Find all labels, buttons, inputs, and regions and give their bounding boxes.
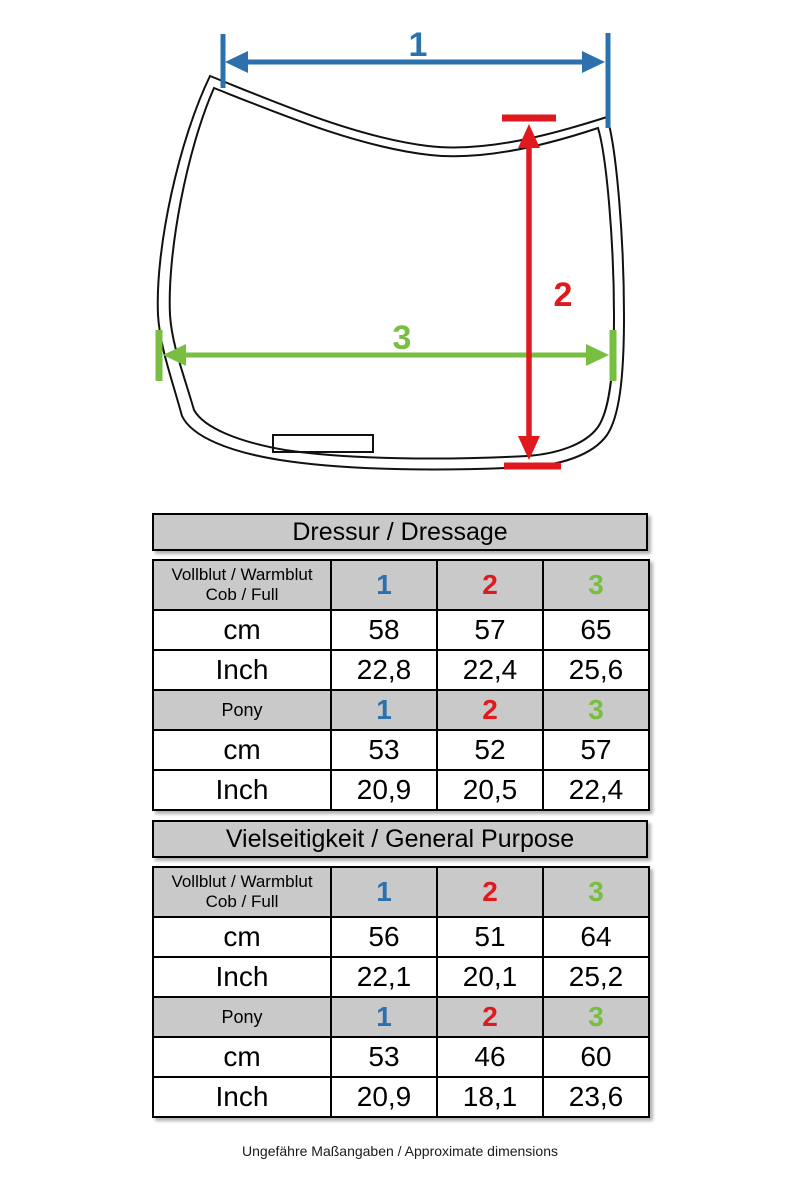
table-row-pony-inch — [153, 770, 649, 810]
value-cell: 25,2 — [543, 957, 649, 997]
value-cell: 53 — [331, 1037, 437, 1077]
measure-2-arrow — [502, 118, 572, 466]
table-row-horse-cm — [153, 917, 649, 957]
measure-2-label: 2 — [553, 276, 573, 314]
saddle-pad-outline — [158, 76, 624, 469]
unit-label-inch: Inch — [153, 650, 331, 690]
measure-1-arrow — [223, 26, 608, 128]
measure-3-header-cell: 3 — [543, 560, 649, 610]
value-cell: 22,1 — [331, 957, 437, 997]
pony-group-label: Pony — [153, 997, 331, 1037]
size-group-label — [153, 560, 331, 610]
pad-outer-edge — [158, 76, 624, 469]
measure-3-arrowhead-right — [586, 344, 609, 366]
table-row-pony-cm — [153, 730, 649, 770]
measure-1-arrowhead-right — [582, 51, 605, 73]
value-cell: 20,1 — [437, 957, 543, 997]
approximate-dimensions-note: Ungefähre Maßangaben / Approximate dimensions — [242, 1143, 558, 1159]
value-cell: 57 — [543, 730, 649, 770]
table-row-pony-cm — [153, 1037, 649, 1077]
general-purpose-size-table — [152, 866, 650, 1118]
unit-label-cm: cm — [153, 917, 331, 957]
unit-label-inch: Inch — [153, 1077, 331, 1117]
value-cell: 20,9 — [331, 770, 437, 810]
value-cell: 51 — [437, 917, 543, 957]
table-row-horse-cm — [153, 610, 649, 650]
measure-2-header-cell: 2 — [437, 690, 543, 730]
general-purpose-table-title: Vielseitigkeit / General Purpose — [152, 820, 648, 858]
value-cell: 20,9 — [331, 1077, 437, 1117]
unit-label-cm: cm — [153, 1037, 331, 1077]
table-row-horse-inch — [153, 650, 649, 690]
value-cell: 22,8 — [331, 650, 437, 690]
value-cell: 52 — [437, 730, 543, 770]
value-cell: 56 — [331, 917, 437, 957]
size-group-line2: Cob / Full — [205, 892, 279, 911]
size-group-line1: Vollblut / Warmblut — [171, 871, 313, 891]
dressage-table-title: Dressur / Dressage — [152, 513, 648, 551]
measure-1-header-cell: 1 — [331, 997, 437, 1037]
value-cell: 60 — [543, 1037, 649, 1077]
measure-3-arrow — [159, 319, 613, 381]
unit-label-cm: cm — [153, 610, 331, 650]
measure-1-arrowhead-left — [225, 51, 248, 73]
table-row-horse-inch — [153, 957, 649, 997]
size-group-line1: Vollblut / Warmblut — [171, 564, 313, 584]
measure-1-header-cell: 1 — [331, 690, 437, 730]
measure-2-header-cell: 2 — [437, 560, 543, 610]
table-row-horse-header — [153, 560, 649, 610]
value-cell: 23,6 — [543, 1077, 649, 1117]
measure-1-label: 1 — [408, 26, 428, 64]
value-cell: 18,1 — [437, 1077, 543, 1117]
value-cell: 46 — [437, 1037, 543, 1077]
value-cell: 64 — [543, 917, 649, 957]
measure-1-header-cell: 1 — [331, 867, 437, 917]
measure-3-header-cell: 3 — [543, 690, 649, 730]
unit-label-cm: cm — [153, 730, 331, 770]
value-cell: 25,6 — [543, 650, 649, 690]
size-group-line2: Cob / Full — [205, 585, 279, 604]
measure-2-header-cell: 2 — [437, 867, 543, 917]
table-row-pony-inch — [153, 1077, 649, 1117]
pad-inner-edge — [170, 88, 614, 458]
table-row-pony-header — [153, 690, 649, 730]
value-cell: 53 — [331, 730, 437, 770]
value-cell: 22,4 — [543, 770, 649, 810]
value-cell: 58 — [331, 610, 437, 650]
measure-3-header-cell: 3 — [543, 867, 649, 917]
value-cell: 65 — [543, 610, 649, 650]
measure-2-header-cell: 2 — [437, 997, 543, 1037]
value-cell: 20,5 — [437, 770, 543, 810]
dressage-size-table — [152, 559, 650, 811]
table-row-horse-header — [153, 867, 649, 917]
general-purpose-table-section — [152, 820, 648, 1118]
measure-3-header-cell: 3 — [543, 997, 649, 1037]
pony-group-label: Pony — [153, 690, 331, 730]
measure-3-label: 3 — [392, 319, 412, 357]
saddle-pad-diagram — [130, 18, 670, 498]
value-cell: 57 — [437, 610, 543, 650]
size-group-label — [153, 867, 331, 917]
dressage-table-section — [152, 513, 648, 811]
unit-label-inch: Inch — [153, 957, 331, 997]
measure-1-header-cell: 1 — [331, 560, 437, 610]
value-cell: 22,4 — [437, 650, 543, 690]
unit-label-inch: Inch — [153, 770, 331, 810]
table-row-pony-header — [153, 997, 649, 1037]
